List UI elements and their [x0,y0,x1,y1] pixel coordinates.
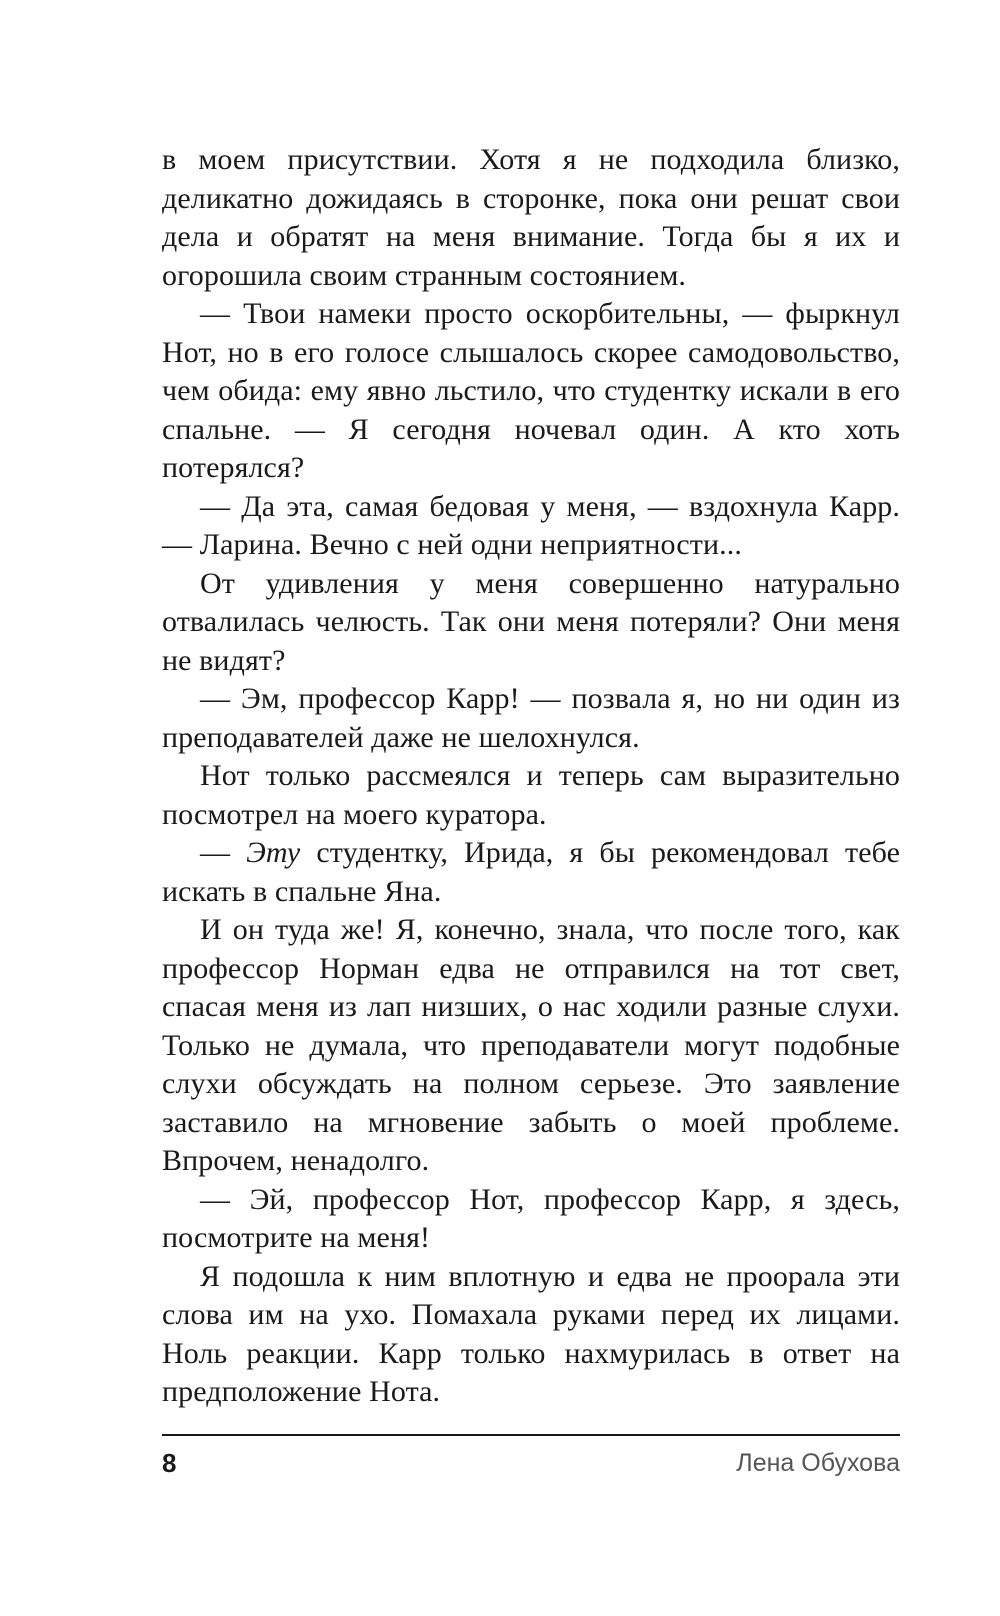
paragraph-5: — Эм, профессор Карр! — позвала я, но ни один из преподавателей даже не шелохнулся. [162,682,900,754]
italic-word: Эту [246,836,301,869]
footer-divider [162,1434,900,1436]
body-text [162,141,900,1412]
paragraph-10: Я подошла к ним вплотную и едва не проорала эти слова им на ухо. Помахала руками перед их лицами. Ноль реакции. Карр только нахмурилась в ответ на предположение Нота. [162,1259,900,1408]
dash-prefix: — [200,836,247,869]
paragraph-2: — Твои намеки просто оскорбительны, — фыркнул Нот, но в его голосе слышалось скорее самодовольство, чем обида: ему явно льстило, что студентку искали в его спальне. — Я сегодня ночевал один. А кто хоть потерялся? [162,297,900,484]
paragraph-7-rest: студентку, Ирида, я бы рекомендовал тебе искать в спальне Яна. [162,836,901,908]
paragraph-9: — Эй, профессор Нот, профессор Карр, я здесь, посмотрите на меня! [162,1182,900,1254]
paragraph-6: Нот только рассмеялся и теперь сам выразительно посмотрел на моего куратора. [162,759,900,831]
paragraph-7 [162,834,900,911]
running-footer-author: Лена Обухова [736,1449,900,1477]
page-number: 8 [162,1448,177,1478]
paragraph-4: От удивления у меня совершенно натурально отвалилась челюсть. Так они меня потеряли? Они меня не видят? [162,566,900,677]
paragraph-3: — Да эта, самая бедовая у меня, — вздохнула Карр. — Ларина. Вечно с ней одни неприятности... [162,489,900,561]
paragraph-1: в моем присутствии. Хотя я не подходила близко, деликатно дожидаясь в сторонке, пока они решат свои дела и обратят на меня внимание. Тогда бы я их и огорошила своим странным состоянием. [162,143,900,292]
paragraph-8: И он туда же! Я, конечно, знала, что после того, как профессор Норман едва не отправился на тот свет, спасая меня из лап низших, о нас ходили разные слухи. Только не думала, что преподаватели могут подобные слухи обсуждать на полном серьезе. Это заявление заставило на мгновение забыть о моей проблеме. Впрочем, ненадолго. [162,913,900,1177]
